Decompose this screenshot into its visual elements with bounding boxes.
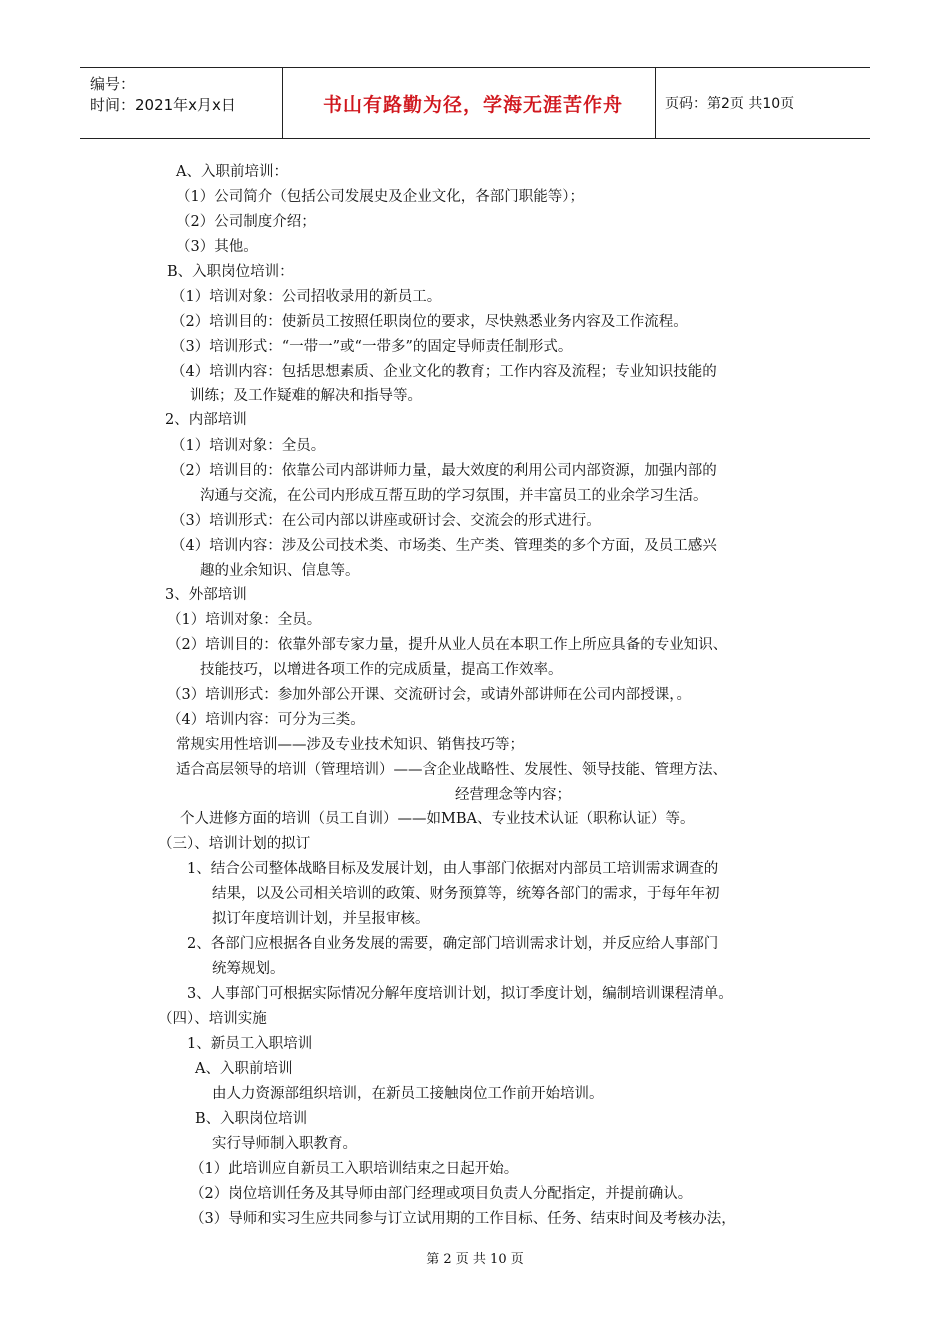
- text-line: 趣的业余知识、信息等。: [200, 563, 360, 579]
- text-line: 2、各部门应根据各自业务发展的需要，确定部门培训需求计划，并反应给人事部门: [187, 936, 719, 952]
- section-heading: （三）、培训计划的拟订: [158, 836, 311, 852]
- text-line: 实行导师制入职教育。: [212, 1136, 357, 1152]
- page-header: [80, 67, 870, 139]
- text-line: （3）培训形式：参加外部公开课、交流研讨会，或请外部讲师在公司内部授课，。: [167, 687, 691, 703]
- text-line: （2）培训目的：使新员工按照任职岗位的要求，尽快熟悉业务内容及工作流程。: [171, 314, 688, 330]
- section-heading: 3、外部培训: [165, 587, 247, 603]
- text-line: 训练；及工作疑难的解决和指导等。: [190, 388, 422, 404]
- text-line: B、入职岗位培训：: [167, 264, 294, 280]
- text-line: 个人进修方面的培训（员工自训）——如MBA、专业技术认证（职称认证）等。: [180, 811, 695, 827]
- document-number-label: 编号：: [90, 75, 136, 93]
- text-line: 技能技巧，以增进各项工作的完成质量，提高工作效率。: [200, 662, 563, 678]
- text-line: 1、新员工入职培训: [187, 1036, 313, 1052]
- text-line: （1）培训对象：公司招收录用的新员工。: [171, 289, 442, 305]
- text-line: 经营理念等内容；: [455, 787, 571, 803]
- text-line: A、入职前培训：: [176, 164, 288, 180]
- text-line: 沟通与交流，在公司内形成互帮互助的学习氛围，并丰富员工的业余学习生活。: [200, 488, 708, 504]
- text-line: （2）培训目的：依靠外部专家力量，提升从业人员在本职工作上所应具备的专业知识、: [167, 637, 728, 653]
- text-line: （2）培训目的：依靠公司内部讲师力量，最大效度的利用公司内部资源，加强内部的: [171, 463, 717, 479]
- header-meta: [90, 74, 280, 116]
- text-line: （3）导师和实习生应共同参与订立试用期的工作目标、任务、结束时间及考核办法，: [190, 1211, 736, 1227]
- text-line: （3）培训形式：“一带一”或“一带多”的固定导师责任制形式。: [171, 339, 573, 355]
- text-line: （4）培训内容：包括思想素质、企业文化的教育；工作内容及流程；专业知识技能的: [171, 364, 717, 380]
- text-line: 拟订年度培训计划，并呈报审核。: [212, 911, 430, 927]
- header-page-number: 页码：第2页 共10页: [665, 96, 795, 112]
- text-line: 统筹规划。: [212, 961, 285, 977]
- text-line: （4）培训内容：可分为三类。: [167, 712, 365, 728]
- page-footer: 第 2 页 共 10 页: [426, 1252, 524, 1267]
- text-line: A、入职前培训: [195, 1061, 293, 1077]
- section-heading: 2、内部培训: [165, 412, 247, 428]
- text-line: 由人力资源部组织培训，在新员工接触岗位工作前开始培训。: [212, 1086, 604, 1102]
- text-line: （2）岗位培训任务及其导师由部门经理或项目负责人分配指定，并提前确认。: [190, 1186, 693, 1202]
- text-line: 1、结合公司整体战略目标及发展计划，由人事部门依据对内部员工培训需求调查的: [187, 861, 719, 877]
- header-motto: 书山有路勤为径，学海无涯苦作舟: [322, 93, 623, 116]
- text-line: （1）培训对象：全员。: [171, 438, 326, 454]
- text-line: （1）公司简介（包括公司发展史及企业文化，各部门职能等）；: [176, 189, 584, 205]
- text-line: （1）培训对象：全员。: [167, 612, 322, 628]
- text-line: （1）此培训应自新员工入职培训结束之日起开始。: [190, 1161, 519, 1177]
- text-line: （4）培训内容：涉及公司技术类、市场类、生产类、管理类的多个方面，及员工感兴: [171, 538, 717, 554]
- document-date-label: 时间：2021年x月x日: [90, 96, 236, 114]
- text-line: 适合高层领导的培训（管理培训）——含企业战略性、发展性、领导技能、管理方法、: [176, 762, 727, 778]
- section-heading: （四）、培训实施: [158, 1011, 267, 1027]
- text-line: B、入职岗位培训: [195, 1111, 308, 1127]
- text-line: 结果，以及公司相关培训的政策、财务预算等，统筹各部门的需求，于每年年初: [212, 886, 720, 902]
- text-line: 常规实用性培训——涉及专业技术知识、销售技巧等；: [176, 737, 524, 753]
- text-line: （3）其他。: [176, 239, 258, 255]
- text-line: （2）公司制度介绍；: [176, 214, 316, 230]
- text-line: 3、人事部门可根据实际情况分解年度培训计划，拟订季度计划，编制培训课程清单。: [187, 986, 733, 1002]
- header-divider-right: [655, 68, 656, 138]
- text-line: （3）培训形式：在公司内部以讲座或研讨会、交流会的形式进行。: [171, 513, 601, 529]
